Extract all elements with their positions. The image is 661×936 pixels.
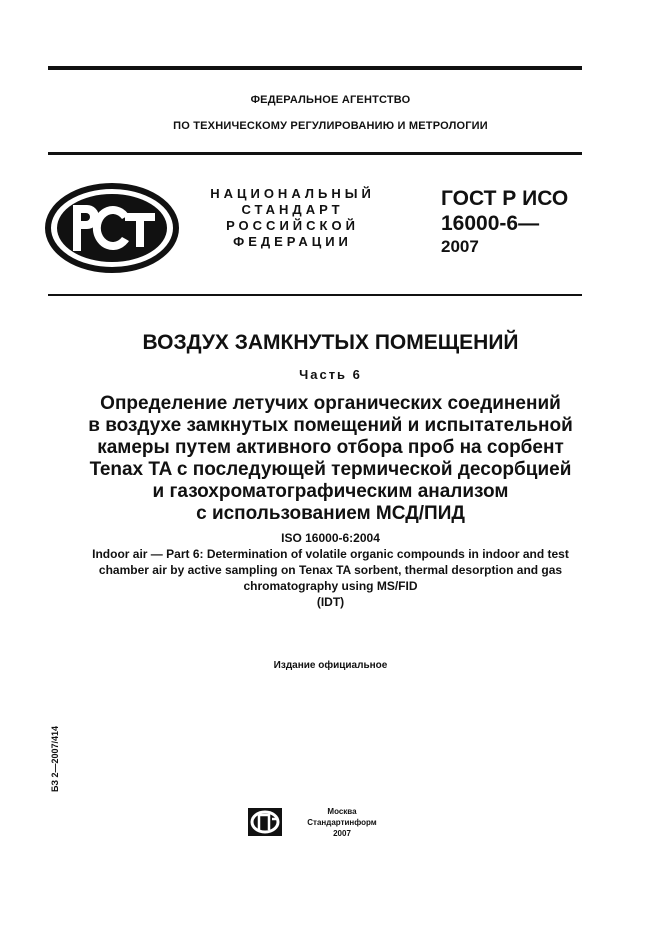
- publisher-block: [300, 806, 384, 839]
- english-title-line: chromatography using MS/FID: [243, 579, 418, 593]
- header-rule: [48, 152, 582, 155]
- national-standard-line: СТАНДАРТ: [241, 202, 344, 217]
- agency-line-1: ФЕДЕРАЛЬНОЕ АГЕНТСТВО: [250, 94, 411, 106]
- designation-year: 2007: [441, 237, 479, 256]
- top-rule: [48, 66, 582, 70]
- national-standard-line: РОССИЙСКОЙ: [226, 218, 359, 233]
- subtitle-line: в воздухе замкнутых помещений и испытательной: [88, 415, 573, 436]
- publisher-city: Москва: [327, 807, 357, 816]
- national-standard-line: НАЦИОНАЛЬНЫЙ: [210, 186, 375, 201]
- subtitle-line: камеры путем активного отбора проб на сорбент: [97, 437, 564, 458]
- national-standard-line: ФЕДЕРАЦИИ: [233, 234, 352, 249]
- english-title: [0, 546, 661, 610]
- section-rule: [48, 294, 582, 296]
- agency-line-2: ПО ТЕХНИЧЕСКОМУ РЕГУЛИРОВАНИЮ И МЕТРОЛОГИИ: [173, 120, 488, 132]
- english-title-line: (IDT): [316, 595, 345, 609]
- standartinform-logo-icon: [245, 805, 285, 839]
- designation-line-2: 16000-6—: [441, 212, 540, 235]
- edition-label: Издание официальное: [273, 660, 388, 671]
- rst-logo-icon: [45, 183, 179, 273]
- subtitle-line: с использованием МСД/ПИД: [196, 503, 465, 524]
- english-title-line: chamber air by active sampling on Tenax TA sorbent, thermal desorption and gas: [98, 563, 563, 577]
- document-subtitle: [0, 393, 661, 525]
- part-label: Часть 6: [299, 367, 362, 382]
- document-title: ВОЗДУХ ЗАМКНУТЫХ ПОМЕЩЕНИЙ: [142, 331, 519, 354]
- standard-designation: [441, 186, 568, 258]
- publisher-year: 2007: [333, 829, 351, 838]
- iso-reference: ISO 16000-6:2004: [281, 531, 380, 545]
- subtitle-line: Определение летучих органических соединений: [100, 393, 561, 414]
- side-code: [50, 692, 64, 792]
- national-standard-label: [200, 186, 385, 250]
- side-code-text: БЗ 2—2007/414: [50, 725, 60, 792]
- subtitle-line: Tenax TA с последующей термической десорбцией: [89, 459, 572, 480]
- designation-line-1: ГОСТ Р ИСО: [441, 187, 569, 210]
- subtitle-line: и газохроматографическим анализом: [152, 481, 509, 502]
- publisher-name: Стандартинформ: [307, 818, 377, 827]
- english-title-line: Indoor air — Part 6: Determination of volatile organic compounds in indoor and test: [92, 547, 569, 561]
